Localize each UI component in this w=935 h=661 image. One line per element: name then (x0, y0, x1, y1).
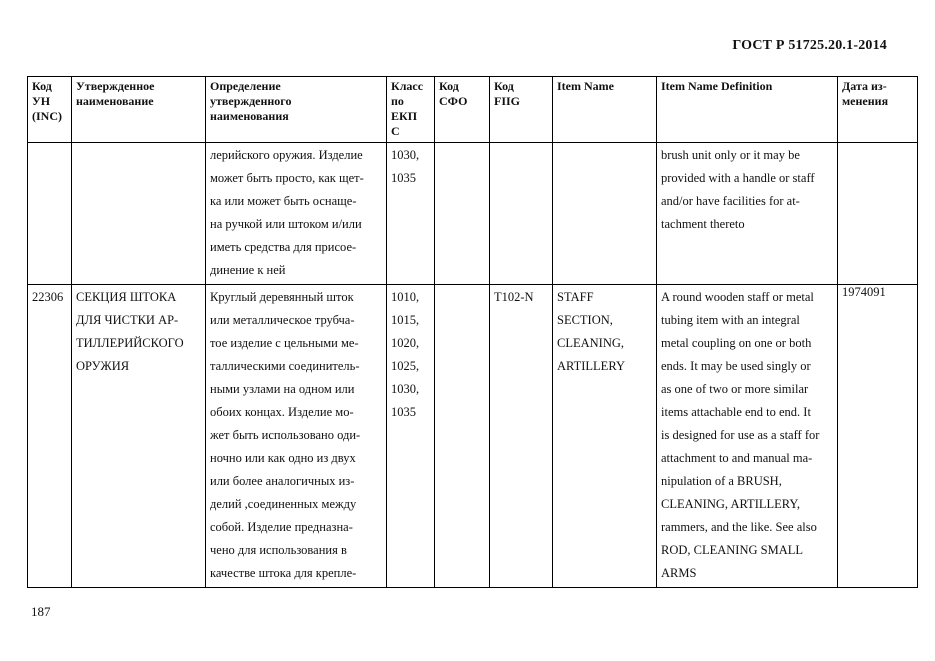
cell-item-name-definition: A round wooden staff or metal tubing item with an integral metal coupling on one or both ends. It may be used singly or as one of two or more similar items attachable end to end. It is designed for use as a staff for attachment to and manual ma- nipulation of a BRUSH, CLEANING, ARTILLERY, rammers, and the like. See also ROD, CLEANING SMALL ARMS (657, 285, 838, 588)
cell-approved-name: СЕКЦИЯ ШТОКА ДЛЯ ЧИСТКИ АР- ТИЛЛЕРИЙСКОГО ОРУЖИЯ (72, 285, 206, 588)
cell-fiig-code (490, 143, 553, 285)
cell-item-name (553, 143, 657, 285)
cell-change-date (838, 143, 918, 285)
header-ekps-class: Класс по ЕКП С (387, 77, 435, 143)
cell-item-name: STAFF SECTION, CLEANING, ARTILLERY (553, 285, 657, 588)
header-inc: Код УН (INC) (28, 77, 72, 143)
cell-ekps-class: 1030, 1035 (387, 143, 435, 285)
header-change-date: Дата из- менения (838, 77, 918, 143)
standard-number: ГОСТ Р 51725.20.1-2014 (732, 38, 887, 53)
cell-change-date: 1974091 (838, 285, 918, 588)
cell-inc (28, 143, 72, 285)
page-number: 187 (31, 604, 51, 619)
header-item-name: Item Name (553, 77, 657, 143)
table-row (28, 285, 918, 588)
cell-item-name-definition: brush unit only or it may be provided with a handle or staff and/or have facilities for at- tachment thereto (657, 143, 838, 285)
cell-fiig-code: T102-N (490, 285, 553, 588)
cell-definition-ru: Круглый деревянный шток или металлическое трубча- тое изделие с цельными ме- таллическими соединитель- ными узлами на одном или обоих концах. Изделие мо- жет быть использовано оди- ночно или как одно из двух или более аналогичных из- делий ,соединенных между собой. Изделие предназна- чено для использования в качестве штока для крепле- (206, 285, 387, 588)
header-item-name-definition: Item Name Definition (657, 77, 838, 143)
cell-sfo-code (435, 143, 490, 285)
table-header-row (28, 77, 918, 143)
cell-definition-ru: лерийского оружия. Изделие может быть просто, как щет- ка или может быть оснаще- на ручкой или штоком и/или иметь средства для присое- динение к ней (206, 143, 387, 285)
header-definition-ru: Определение утвержденного наименования (206, 77, 387, 143)
catalog-table (27, 76, 918, 588)
cell-sfo-code (435, 285, 490, 588)
header-fiig-code: Код FIIG (490, 77, 553, 143)
cell-inc: 22306 (28, 285, 72, 588)
table-row (28, 143, 918, 285)
cell-approved-name (72, 143, 206, 285)
header-approved-name: Утвержденное наименование (72, 77, 206, 143)
cell-ekps-class: 1010, 1015, 1020, 1025, 1030, 1035 (387, 285, 435, 588)
header-sfo-code: Код СФО (435, 77, 490, 143)
